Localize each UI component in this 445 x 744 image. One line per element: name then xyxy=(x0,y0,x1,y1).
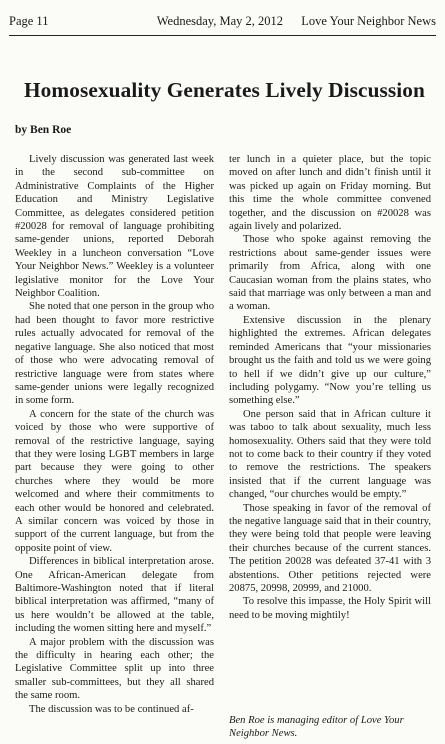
paragraph: Differences in biblical interpretation arose. One African-American delegate from Baltimore-Washington noted that if literal biblical interpretation was affirmed, “many of us here wouldn’t be allowed at the table, including the women sitting here and myself.” xyxy=(15,556,214,635)
author-note: Ben Roe is managing editor of Love Your Neighbor News. xyxy=(229,715,404,740)
paragraph: Those speaking in favor of the removal of the negative language said that in their country, they were being told that people were leaving their churches because of the current stances. The petition 20028 was defeated 37-41 with 3 abstentions. Other petitions rejected were 20875, 20998, 20999, and 21000. xyxy=(229,502,431,594)
paragraph: Those who spoke against removing the restrictions about same-gender issues were primarily from Africa, along with one Caucasian woman from the plains states, who said that marriage was only between a man and a woman. xyxy=(229,234,431,313)
paragraph: Extensive discussion in the plenary highlighted the extremes. African delegates reminded Americans that “your missionaries brought us the faith and told us we were going to hell if we didn’t give up our culture,” including polygamy. “Now you’re telling us something else.” xyxy=(229,314,431,407)
header-rule xyxy=(9,35,436,36)
paragraph: Lively discussion was generated last week in the second sub-committee on Administrative Complaints of the Higher Education and Ministry Legislative Committee, as delegates considered petition #20028 for removal of language prohibiting same-gender unions, reported Deborah Weekley in a luncheon conversation “Love Your Neighbor News.” Weekley is a volunteer legislative monitor for the Love Your Neighbor Coalition. xyxy=(15,154,214,300)
paragraph-continued: ter lunch in a quieter place, but the topic moved on after lunch and didn’t finish until it was picked up again on Friday morning. But this time the whole committee convened together, and the discussion on #20028 was again lively and polarized. xyxy=(229,154,431,233)
paragraph: The discussion was to be continued af- xyxy=(29,703,194,715)
paragraph: She noted that one person in the group who had been thought to favor more restrictive rules actually advocated for removal of the negative language. She also noticed that most of those who were advocating removal of restrictive language were from states where same-gender unions were legally recognized in some form. xyxy=(15,301,214,407)
page-header xyxy=(9,14,436,29)
paragraph: To resolve this impasse, the Holy Spirit will need to be moving mightily! xyxy=(229,596,431,621)
issue-date: Wednesday, May 2, 2012 xyxy=(156,14,284,28)
publication-name: Love Your Neighbor News xyxy=(301,14,436,28)
paragraph: A concern for the state of the church was voiced by those who were supportive of removal of the restrictive language, saying that they were losing LGBT members in large part because they were going to other churches where they would be more welcomed and where their commitments to each other would be honored and celebrated. A similar concern was voiced by those in support of the current language, but from the opposite point of view. xyxy=(15,408,214,554)
article-title: Homosexuality Generates Lively Discussion xyxy=(23,78,426,102)
article-byline: by Ben Roe xyxy=(15,124,72,136)
paragraph: A major problem with the discussion was the difficulty in hearing each other; the Legislative Committee split up into three smaller sub-committees, but they all shared the same room. xyxy=(15,636,214,702)
page-number: Page 11 xyxy=(9,14,49,28)
paragraph: One person said that in African culture it was taboo to talk about sexuality, much less homosexuality. Others said that they were told not to come back to their country if they voted to remove the restrictions. The speakers insisted that if the current language was changed, “our churches would be empty.” xyxy=(229,408,431,501)
article-column-left xyxy=(15,153,214,716)
article-column-right xyxy=(229,153,431,622)
